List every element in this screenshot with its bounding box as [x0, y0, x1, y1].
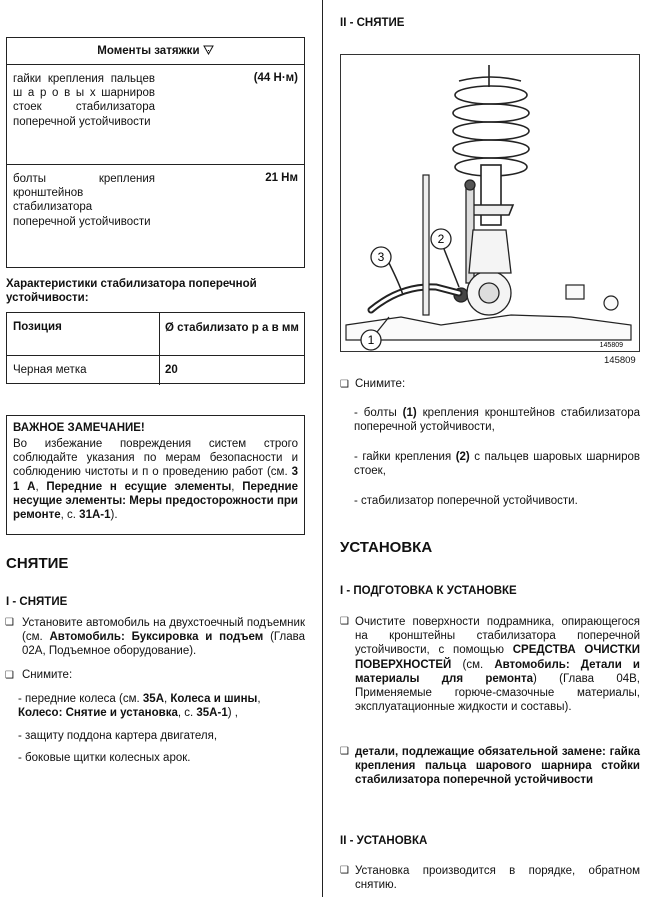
stabilizer-title: Характеристики стабилизатора поперечной устойчивости: [6, 278, 257, 305]
figure-number: 145809 [604, 355, 636, 366]
right-para-2: детали, подлежащие обязательной замене: гайка крепления пальца шарового шарнира стойки стабилизатора поперечной устойчивости [355, 746, 640, 787]
checkbox-icon: ❑ [340, 616, 349, 627]
stabilizer-header-row [7, 313, 304, 356]
torque-row-1-value: (44 Н·м) [253, 72, 298, 84]
left-item-2: Снимите: [22, 669, 73, 681]
callout-3: 3 [377, 250, 385, 264]
left-section-title: СНЯТИЕ [6, 555, 69, 572]
checkbox-icon: ❑ [5, 617, 14, 628]
checkbox-icon: ❑ [340, 746, 349, 757]
torque-header [7, 38, 304, 65]
right-dash-3: - стабилизатор поперечной устойчивости. [354, 495, 578, 507]
stabilizer-row [7, 356, 304, 385]
warning-text: Во избежание повреждения систем строго соблюдайте указания по мерам безопасности и соблюдению чистоты и п о проведению работ (см. 3 1 А, Передние н есущие элементы, Передние несущие элементы: Меры предосторожности при ремонте, с. 31A-1). [13, 438, 299, 522]
right-remove: Снимите: [355, 378, 406, 390]
right-para-1: Очистите поверхности подрамника, опирающегося на кронштейны стабилизатора поперечной устойчивости, с помощью СРЕДСТВА ОЧИСТКИ ПОВЕРХНОСТЕЙ (см. Автомобиль: Детали и материалы для ремонта) (Глава 04B, Применяемые горюче-смазочные материалы, эксплуатационные жидкости и составы). [355, 616, 641, 714]
warning-box [6, 415, 305, 535]
torque-row-1-label: гайки крепления пальцев ш а р о в ы х шарниров стоек стабилизатора поперечной устойчивости [13, 73, 155, 128]
left-dash-2: - защиту поддона картера двигателя, [18, 730, 218, 742]
stabilizer-table [6, 312, 305, 384]
suspension-figure [340, 54, 640, 352]
callout-2: 2 [437, 232, 445, 246]
column-divider [322, 0, 323, 897]
right-dash-2: - гайки крепления (2) с пальцев шаровых шарниров стоек, [354, 451, 641, 478]
torque-row-2-label: болты крепления кронштейнов стабилизатора поперечной устойчивости [13, 173, 155, 228]
warning-title: ВАЖНОЕ ЗАМЕЧАНИЕ! [13, 422, 145, 434]
suspension-illustration [341, 55, 639, 351]
stabilizer-row-label: Черная метка [13, 364, 87, 376]
left-dash-1: - передние колеса (см. 35A, Колеса и шины, Колесо: Снятие и установка, с. 35A-1) , [18, 693, 261, 720]
right-sub-title-3: II - УСТАНОВКА [340, 835, 428, 847]
torque-row-2-value: 21 Нм [265, 172, 298, 184]
figure-inner-number: 145809 [599, 342, 623, 349]
right-sub-title-1: II - СНЯТИЕ [340, 17, 405, 29]
stabilizer-col2: Ø стабилизато р а в мм [165, 322, 299, 334]
right-para-3: Установка производится в порядке, обратном снятию. [355, 865, 640, 892]
right-dash-1: - болты (1) крепления кронштейнов стабилизатора поперечной устойчивости, [354, 407, 641, 434]
checkbox-icon: ❑ [5, 670, 14, 681]
torque-header-text: Моменты затяжки [97, 45, 200, 57]
left-item-1: Установите автомобиль на двухстоечный подъемник (см. Автомобиль: Буксировка и подъем (Глава 02A, Подъемное оборудование). [22, 617, 305, 658]
callout-1: 1 [367, 333, 375, 347]
right-sub-title-2: I - ПОДГОТОВКА К УСТАНОВКЕ [340, 585, 517, 597]
stabilizer-row-value: 20 [165, 364, 178, 376]
torque-row-2 [7, 165, 304, 269]
torque-row-1 [7, 65, 304, 165]
torque-triangle-icon [203, 45, 214, 55]
checkbox-icon: ❑ [340, 865, 349, 876]
stabilizer-col1: Позиция [13, 321, 62, 333]
right-section-title: УСТАНОВКА [340, 539, 433, 556]
left-dash-3: - боковые щитки колесных арок. [18, 752, 191, 764]
checkbox-icon: ❑ [340, 379, 349, 390]
left-sub-title: I - СНЯТИЕ [6, 596, 68, 608]
torque-table [6, 37, 305, 268]
